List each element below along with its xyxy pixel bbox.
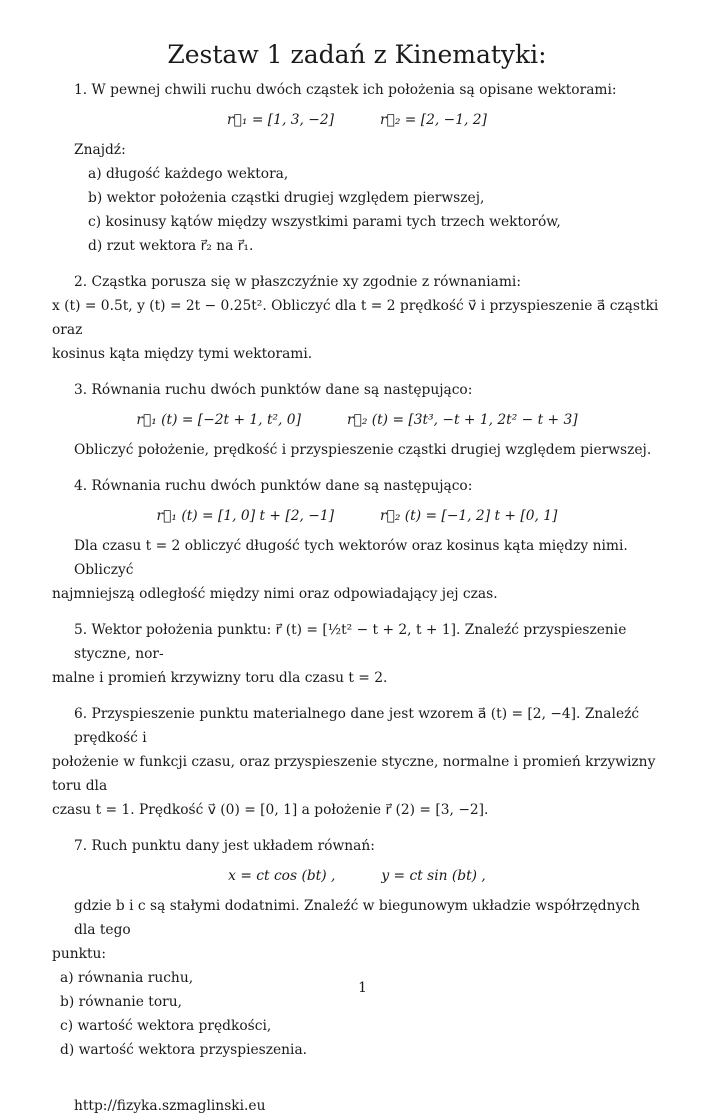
problem-7-equations — [52, 864, 662, 888]
problem-3 — [52, 378, 662, 462]
equation-x: x = ct cos (bt) , — [228, 868, 336, 884]
list-item: d) wartość wektora przyspieszenia. — [60, 1042, 308, 1058]
source-url: http://fizyka.szmaglinski.eu — [74, 1098, 266, 1114]
list-item: b) wektor położenia cząstki drugiej względem pierwszej, — [88, 190, 485, 206]
problem-7-line: gdzie b i c są stałymi dodatnimi. Znaleźć w biegunowym układzie współrzędnych dla tego — [74, 898, 640, 938]
problem-2-line: x (t) = 0.5t, y (t) = 2t − 0.25t². Obliczyć dla t = 2 prędkość v⃗ i przyspieszenie a⃗ cząstki oraz — [52, 298, 659, 338]
problem-5-line: 5. Wektor położenia punktu: r⃗ (t) = [½t² − t + 2, t + 1]. Znaleźć przyspieszenie styczne, nor- — [74, 622, 627, 662]
problem-3-intro: 3. Równania ruchu dwóch punktów dane są następująco: — [74, 382, 473, 398]
problem-6 — [52, 702, 662, 822]
problem-4-equations — [52, 504, 662, 528]
problem-3-equations — [52, 408, 662, 432]
problem-2 — [52, 270, 662, 366]
problem-1-equations — [52, 108, 662, 132]
problem-1-intro: 1. W pewnej chwili ruchu dwóch cząstek ich położenia są opisane wektorami: — [74, 82, 617, 98]
list-item: a) równania ruchu, — [60, 970, 194, 986]
list-item: c) kosinusy kątów między wszystkimi parami tych trzech wektorów, — [88, 214, 561, 230]
problem-4 — [52, 474, 662, 606]
equation-r2: r⃗₂ (t) = [−1, 2] t + [0, 1] — [380, 508, 558, 524]
list-item: c) wartość wektora prędkości, — [60, 1018, 272, 1034]
equation-y: y = ct sin (bt) , — [381, 868, 486, 884]
problem-1 — [52, 78, 662, 258]
problem-2-line: 2. Cząstka porusza się w płaszczyźnie xy zgodnie z równaniami: — [74, 274, 521, 290]
problem-5 — [52, 618, 662, 690]
problem-4-intro: 4. Równania ruchu dwóch punktów dane są następująco: — [74, 478, 473, 494]
list-item: d) rzut wektora r⃗₂ na r⃗₁. — [88, 238, 254, 254]
problem-4-line: najmniejszą odległość między nimi oraz odpowiadający jej czas. — [52, 586, 498, 602]
equation-r1: r⃗₁ (t) = [1, 0] t + [2, −1] — [156, 508, 334, 524]
problem-6-line: położenie w funkcji czasu, oraz przyspieszenie styczne, normalne i promień krzywizny toru dla — [52, 754, 656, 794]
page-number: 1 — [358, 980, 367, 996]
equation-r1: r⃗₁ = [1, 3, −2] — [227, 112, 334, 128]
problem-1-find: Znajdź: — [74, 142, 126, 158]
document-page — [52, 38, 662, 1118]
problem-4-line: Dla czasu t = 2 obliczyć długość tych wektorów oraz kosinus kąta między nimi. Obliczyć — [74, 538, 628, 578]
page-title: Zestaw 1 zadań z Kinematyki: — [167, 40, 547, 69]
equation-r2: r⃗₂ = [2, −1, 2] — [380, 112, 487, 128]
problem-6-line: czasu t = 1. Prędkość v⃗ (0) = [0, 1] a położenie r⃗ (2) = [3, −2]. — [52, 802, 489, 818]
equation-r1: r⃗₁ (t) = [−2t + 1, t², 0] — [136, 412, 301, 428]
problem-6-line: 6. Przyspieszenie punktu materialnego dane jest wzorem a⃗ (t) = [2, −4]. Znaleźć prędkość i — [74, 706, 640, 746]
problem-7-intro: 7. Ruch punktu dany jest układem równań: — [74, 838, 375, 854]
problem-3-text: Obliczyć położenie, prędkość i przyspieszenie cząstki drugiej względem pierwszej. — [74, 442, 652, 458]
problem-7-line: punktu: — [52, 946, 107, 962]
list-item: b) równanie toru, — [60, 994, 182, 1010]
problem-5-line: malne i promień krzywizny toru dla czasu t = 2. — [52, 670, 388, 686]
problem-7 — [52, 834, 662, 1062]
equation-r2: r⃗₂ (t) = [3t³, −t + 1, 2t² − t + 3] — [346, 412, 578, 428]
list-item: a) długość każdego wektora, — [88, 166, 289, 182]
problem-2-line: kosinus kąta między tymi wektorami. — [52, 346, 313, 362]
